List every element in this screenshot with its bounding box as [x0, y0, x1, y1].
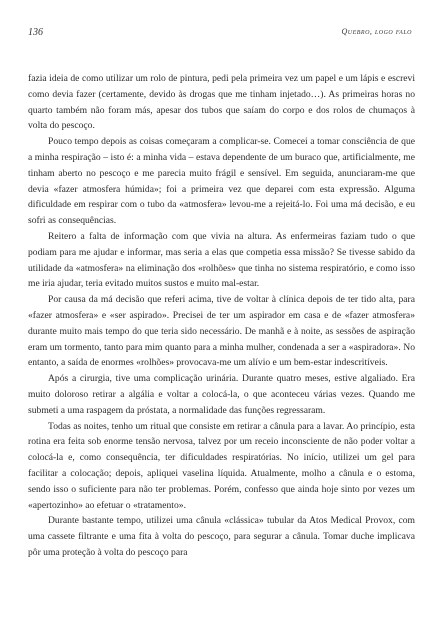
- paragraph: Reitero a falta de informação com que vivia na altura. As enfermeiras faziam tudo o que podiam para me ajudar e informar, mas seria a elas que competia essa missão? Se tivesse sabido da utilidade da «atmosfera» na eliminação dos «rolhões» que tinha no sistema respiratório, e como isso me iria ajudar, teria evitado muitos sustos e muito mal-estar.: [28, 230, 415, 290]
- running-header: [28, 27, 412, 43]
- paragraph: Durante bastante tempo, utilizei uma cânula «clássica» tubular da Atos Medical Provox, com uma cassete filtrante e uma fita à volta do pescoço, para segurar a cânula. Tomar duche implicava pôr uma proteção à volta do pescoço para: [28, 515, 415, 558]
- chapter-title: Quebro, logo falo: [341, 27, 412, 36]
- paragraph: Todas as noites, tenho um ritual que consiste em retirar a cânula para a lavar. Ao princípio, esta rotina era feita sob enorme tensão nervosa, talvez por um receio inconsciente de não poder voltar a colocá-la e, como consequência, ter dificuldades respiratórias. No início, utilizei um gel para facilitar a colocação; depois, apliquei vaselina líquida. Atualmente, molho a cânula e o estoma, sendo isso o suficiente para não ter problemas. Porém, confesso que ainda hoje sinto por vezes um «apertozinho» ao efetuar o «tratamento».: [28, 420, 415, 511]
- page-number: 136: [28, 27, 43, 38]
- paragraph: Após a cirurgia, tive uma complicação urinária. Durante quatro meses, estive algaliado. Era muito doloroso retirar a algália e voltar a colocá-la, o que aconteceu várias vezes. Quando me submeti a uma raspagem da próstata, a normalidade das funções regressaram.: [28, 373, 415, 416]
- body-text: [28, 71, 415, 561]
- paragraph: fazia ideia de como utilizar um rolo de pintura, pedi pela primeira vez um papel e um lápis e escrevi como devia fazer (certamente, devido às drogas que me tinham injetado…). As primeiras horas no quarto também não foram más, apesar dos tubos que saíam do corpo e dos rolos de chumaços à volta do pescoço.: [28, 73, 415, 132]
- paragraph: Pouco tempo depois as coisas começaram a complicar-se. Comecei a tomar consciência de que a minha respiração – isto é: a minha vida – estava dependente de um buraco que, artificialmente, me tinham aberto no pescoço e me parecia muito frágil e sensível. Em seguida, anunciaram-me que devia «fazer atmosfera húmida»; foi a primeira vez que deparei com esta expressão. Alguma dificuldade em respirar com o tubo da «atmosfera» levou-me a rejeitá-lo. Foi uma má decisão, e eu sofri as consequências.: [28, 136, 415, 227]
- paragraph: Por causa da má decisão que referi acima, tive de voltar à clínica depois de ter tido alta, para «fazer atmosfera» e «ser aspirado». Precisei de ter um aspirador em casa e de «fazer atmosfera» durante muito mais tempo do que teria sido necessário. De manhã e à noite, as sessões de aspiração eram um tormento, tanto para mim quanto para a minha mulher, condenada a ser a «aspiradora». No entanto, a saída de enormes «rolhões» provocava-me um alívio e um bem-estar indescritíveis.: [28, 294, 415, 369]
